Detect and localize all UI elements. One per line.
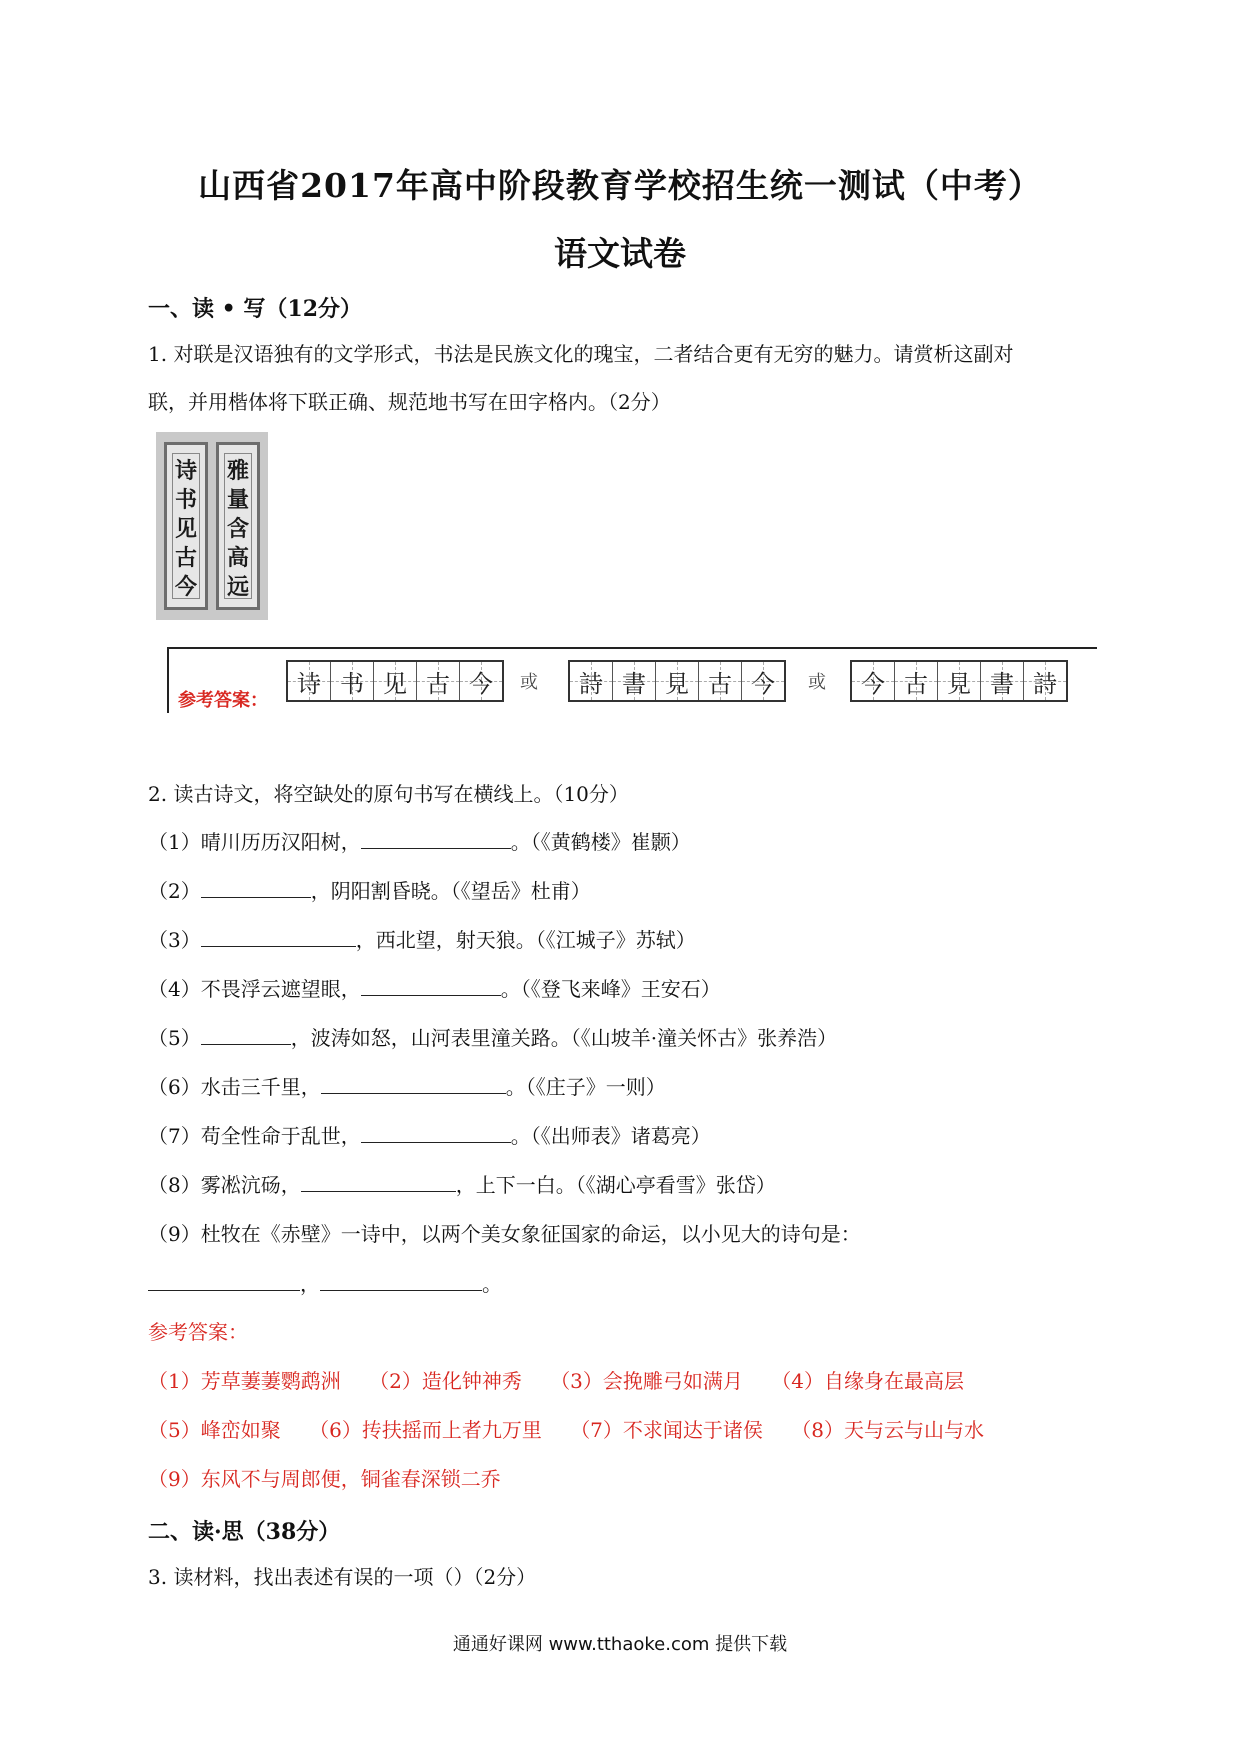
answer-blank[interactable] [148,1270,300,1291]
q2-item-4 [148,975,721,1003]
couplet-char: 书 [174,487,197,513]
q2-item-1-pre: （1）晴川历历汉阳树， [148,830,361,854]
tianzige-cell: 诗 [288,662,331,700]
q2-item-3-post: ，西北望，射天狼。（《江城子》苏轼） [355,928,696,952]
couplet-char: 远 [226,574,249,600]
couplet-char: 诗 [174,458,197,484]
q2-item-9-blanks [148,1270,502,1298]
tianzige-cell: 今 [852,662,895,700]
q2-item-5 [148,1024,837,1052]
answer-blank[interactable] [201,1024,291,1045]
tianzige-cell: 古 [895,662,938,700]
answer-blank[interactable] [361,828,511,849]
q2-item-2-pre: （2） [148,879,201,903]
answer-blank[interactable] [321,1073,506,1094]
tianzige-grid-2 [568,660,786,702]
q2-item-2 [148,877,591,905]
q2-item-9-end: 。 [482,1272,502,1296]
tianzige-cell: 见 [374,662,417,700]
answer-2: （2）造化钟神秀 [369,1369,522,1393]
question-3: 3. 读材料，找出表述有误的一项（）（2分） [148,1565,537,1589]
answer-9: （9）东风不与周郎便，铜雀春深锁二乔 [148,1467,501,1491]
tianzige-cell: 書 [981,662,1024,700]
q2-item-7-pre: （7）苟全性命于乱世， [148,1124,361,1148]
couplet-char: 量 [226,487,249,513]
q2-item-2-post: ，阴阳割昏晓。（《望岳》杜甫） [310,879,591,903]
tianzige-cell: 书 [331,662,374,700]
tianzige-grid-1 [286,660,504,702]
q2-item-5-post: ，波涛如怒，山河表里潼关路。（《山坡羊·潼关怀古》张养浩） [290,1026,838,1050]
tianzige-cell: 今 [742,662,784,700]
couplet-char: 高 [226,545,249,571]
q2-item-4-post: 。（《登飞来峰》王安石） [500,977,721,1001]
q2-item-3 [148,926,696,954]
answer-row-3 [148,1465,501,1493]
answer-3: （3）会挽雕弓如满月 [550,1369,743,1393]
answer-5: （5）峰峦如聚 [148,1418,281,1442]
answer-1: （1）芳草萋萋鹦鹉洲 [148,1369,341,1393]
couplet-char: 含 [226,516,249,542]
exam-title: 山西省2017年高中阶段教育学校招生统一测试（中考） [198,166,1042,205]
tianzige-cell: 古 [417,662,460,700]
exam-subtitle: 语文试卷 [554,234,686,273]
tianzige-cell: 見 [938,662,981,700]
tianzige-grid-3 [850,660,1068,702]
q2-item-9: （9）杜牧在《赤壁》一诗中，以两个美女象征国家的命运，以小见大的诗句是： [148,1222,861,1246]
q2-item-8-post: ，上下一白。（《湖心亭看雪》张岱） [455,1173,776,1197]
answer-4: （4）自缘身在最高层 [771,1369,965,1393]
tianzige-cell: 古 [699,662,742,700]
page-footer: 通通好课网 www.tthaoke.com 提供下载 [452,1634,788,1655]
answer-blank[interactable] [201,877,311,898]
couplet-char: 古 [174,545,197,571]
answer-row-2 [148,1416,984,1444]
tianzige-cell: 詩 [570,662,613,700]
q2-item-7 [148,1122,711,1150]
answer-8: （8）天与云与山与水 [791,1418,985,1442]
q2-item-1-post: 。（《黄鹤楼》崔颢） [510,830,691,854]
q2-item-7-post: 。（《出师表》诸葛亮） [510,1124,711,1148]
question-1-line-2: 联，并用楷体将下联正确、规范地书写在田字格内。（2分） [148,390,671,414]
couplet-char: 今 [174,574,197,600]
answer-row-1 [148,1367,964,1395]
tianzige-cell: 書 [613,662,656,700]
answer-blank[interactable] [201,926,356,947]
answer-blank[interactable] [361,1122,511,1143]
couplet-image [156,432,268,620]
q2-item-6-pre: （6）水击三千里， [148,1075,321,1099]
tianzige-cell: 見 [656,662,699,700]
tianzige-cell: 今 [460,662,502,700]
couplet-left-scroll [164,442,208,610]
answer-label-2: 参考答案： [148,1320,248,1344]
couplet-char: 见 [174,516,197,542]
couplet-right-text [219,457,257,602]
answer-blank[interactable] [301,1171,456,1192]
q2-item-1 [148,828,691,856]
couplet-char: 雅 [226,458,249,484]
couplet-right-scroll [216,442,260,610]
or-word-1: 或 [520,672,538,693]
answer-blank[interactable] [320,1270,482,1291]
section-heading-1: 一、读 • 写（12分） [148,296,362,322]
couplet-left-text [167,457,205,602]
q2-item-6 [148,1073,666,1101]
question-2-title: 2. 读古诗文，将空缺处的原句书写在横线上。（10分） [148,782,629,806]
q2-item-9-sep: ， [300,1272,320,1296]
q2-item-3-pre: （3） [148,928,201,952]
q2-item-6-post: 。（《庄子》一则） [505,1075,666,1099]
question-1-line-1: 1. 对联是汉语独有的文学形式，书法是民族文化的瑰宝，二者结合更有无穷的魅力。请赏析这副对 [148,342,1014,366]
answer-6: （6）抟扶摇而上者九万里 [309,1418,542,1442]
answer-label: 参考答案： [178,690,268,711]
answer-blank[interactable] [361,975,501,996]
tianzige-cell: 詩 [1024,662,1066,700]
q2-item-8 [148,1171,776,1199]
or-word-2: 或 [808,672,826,693]
section-heading-2: 二、读·思（38分） [148,1519,341,1545]
q2-item-4-pre: （4）不畏浮云遮望眼， [148,977,361,1001]
q2-item-5-pre: （5） [148,1026,201,1050]
q2-item-8-pre: （8）雾凇沆砀， [148,1173,301,1197]
answer-7: （7）不求闻达于诸侯 [570,1418,763,1442]
